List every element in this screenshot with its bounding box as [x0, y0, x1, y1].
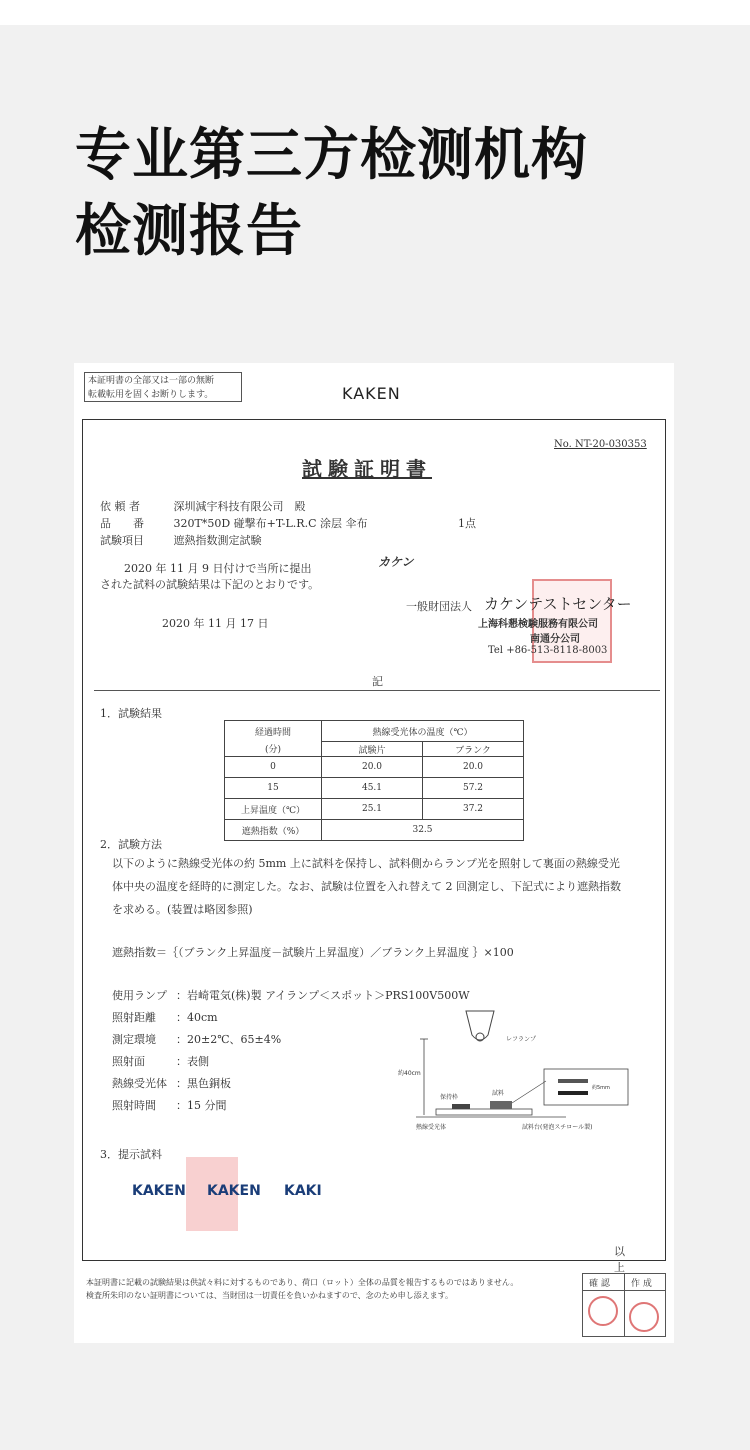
condition-value: ：岩崎電気(株)製 アイランプ＜スポット＞PRS100V500W	[176, 989, 470, 1002]
method-text	[112, 852, 621, 921]
condition-row	[112, 987, 470, 1003]
footer-disclaimer	[86, 1276, 518, 1302]
item-value: 320T*50D 碰撃布+T-L.R.C 涂层 伞布	[173, 517, 368, 530]
item-label: 品 番	[100, 517, 144, 530]
test-row	[100, 532, 262, 548]
test-label: 試験項目	[100, 534, 144, 547]
test-value: 遮熱指数測定試験	[173, 534, 262, 547]
row-blank: 20.0	[423, 757, 524, 778]
confirm-seal	[588, 1296, 618, 1326]
org-name: カケンテストセンター	[484, 595, 632, 613]
condition-value: ：20±2℃、65±4%	[176, 1033, 282, 1046]
table-row	[225, 778, 524, 799]
issue-date: 2020 年 11 月 17 日	[162, 617, 269, 630]
row-blank: 57.2	[423, 778, 524, 799]
table-row	[225, 757, 524, 778]
certificate-title: 試験証明書	[302, 457, 432, 481]
org-prefix: 一般財団法人	[406, 600, 472, 613]
condition-value: ：40cm	[176, 1011, 218, 1024]
diagram-label-receiver: 熱線受光体	[416, 1124, 447, 1131]
index-label: 遮熱指数（%）	[225, 820, 322, 841]
th-sample: 試験片	[322, 742, 423, 757]
apparatus-diagram	[396, 1003, 636, 1143]
condition-label: 照射面	[112, 1055, 145, 1068]
sample-label: KAKI	[284, 1183, 322, 1199]
copy-notice-line: 転載転用を固くお断りします。	[88, 390, 214, 400]
divider	[94, 690, 660, 691]
sample-label: KAKEN	[132, 1183, 186, 1199]
headline-line-2: 检测报告	[75, 199, 303, 264]
document-number: No. NT-20-030353	[554, 439, 647, 450]
item-count: 1点	[458, 517, 476, 530]
th-time: 経過時間	[225, 721, 322, 742]
condition-label: 熱線受光体	[112, 1077, 167, 1090]
index-value: 32.5	[322, 820, 524, 841]
condition-row	[112, 1009, 218, 1025]
item-row	[100, 515, 476, 531]
condition-value: ：表側	[176, 1055, 209, 1068]
test-certificate	[74, 363, 674, 1343]
condition-label: 照射距離	[112, 1011, 156, 1024]
client-label: 依 頼 者	[100, 500, 140, 513]
row-label: 0	[225, 757, 322, 778]
create-seal	[629, 1302, 659, 1332]
condition-value: ：黒色銅板	[176, 1077, 231, 1090]
diagram-label-stand: 試料台(発泡スチロール製)	[522, 1124, 593, 1131]
condition-label: 照射時間	[112, 1099, 156, 1112]
condition-row	[112, 1053, 209, 1069]
footer-line: 検査所朱印のない証明書については、当財団は一切責任を負いかねますので、念のため申し添えます。	[86, 1291, 454, 1300]
client-value: 深圳減宇科技有限公司 殿	[173, 500, 306, 513]
method-line: 体中央の温度を経時的に測定した。なお、試験は位置を入れ替えて 2 回測定し、下記式により遮熱指数	[112, 880, 621, 893]
diagram-label-lamp: レフランプ	[506, 1036, 537, 1043]
th-temp: 熱線受光体の温度（℃）	[322, 721, 524, 742]
headline-line-1: 专业第三方检测机构	[75, 123, 588, 188]
diagram-label-sample: 試料	[492, 1090, 505, 1097]
diagram-label-distance: 約40cm	[398, 1070, 421, 1077]
row-blank: 37.2	[423, 799, 524, 820]
stamps-divider	[624, 1274, 625, 1336]
end-mark: 以上	[614, 1245, 645, 1274]
th-unit: (分)	[225, 742, 322, 757]
sample-label: KAKEN	[207, 1183, 261, 1199]
kaken-logo: カケン	[378, 555, 414, 569]
branch-name: 上海科懇検験服務有限公司	[478, 619, 598, 630]
copy-notice-line: 本証明書の全部又は一部の無断	[88, 376, 215, 386]
results-table	[224, 720, 524, 841]
section-sample: 3．提示試料	[100, 1148, 162, 1161]
create-label: 作 成	[631, 1279, 652, 1289]
copy-notice-box	[84, 372, 242, 402]
client-row	[100, 498, 306, 514]
section-method: 2．試験方法	[100, 838, 162, 851]
condition-row	[112, 1097, 227, 1113]
formula: 遮熱指数＝｛（ブランク上昇温度－試験片上昇温度）／ブランク上昇温度 ｝×100	[112, 946, 514, 959]
diagram-label-gap: 約5mm	[592, 1085, 610, 1091]
approval-stamps	[582, 1273, 666, 1337]
condition-label: 測定環境	[112, 1033, 156, 1046]
method-line: 以下のように熱線受光体の約 5mm 上に試料を保持し、試料側からランプ光を照射して裏面の熱線受光	[112, 857, 620, 870]
section-results: 1．試験結果	[100, 707, 162, 720]
branch-office: 南通分公司	[530, 634, 580, 645]
table-row	[225, 799, 524, 820]
row-label: 上昇温度（℃）	[225, 799, 322, 820]
page-headline	[75, 118, 588, 270]
intro-line: 2020 年 11 月 9 日付けで当所に提出	[124, 562, 312, 575]
row-sample: 45.1	[322, 778, 423, 799]
condition-value: ：15 分間	[176, 1099, 227, 1112]
confirm-label: 確 認	[589, 1279, 610, 1289]
diagram-label-holder: 保持枠	[440, 1094, 459, 1101]
condition-row	[112, 1075, 231, 1091]
condition-row	[112, 1031, 281, 1047]
branch-tel: Tel +86-513-8118-8003	[488, 645, 608, 656]
intro-line: された試料の試験結果は下記のとおりです。	[100, 578, 320, 591]
row-label: 15	[225, 778, 322, 799]
table-row	[225, 820, 524, 841]
ki-marker: 記	[372, 675, 383, 688]
kaken-brand: KAKEN	[342, 384, 401, 403]
method-line: を求める。(装置は略図参照)	[112, 903, 253, 916]
row-sample: 25.1	[322, 799, 423, 820]
th-blank: ブランク	[423, 742, 524, 757]
row-sample: 20.0	[322, 757, 423, 778]
condition-label: 使用ランプ	[112, 989, 167, 1002]
footer-line: 本証明書に記載の試験結果は供試々料に対するものであり、荷口（ロット）全体の品質を報告するものではありません。	[86, 1278, 519, 1287]
